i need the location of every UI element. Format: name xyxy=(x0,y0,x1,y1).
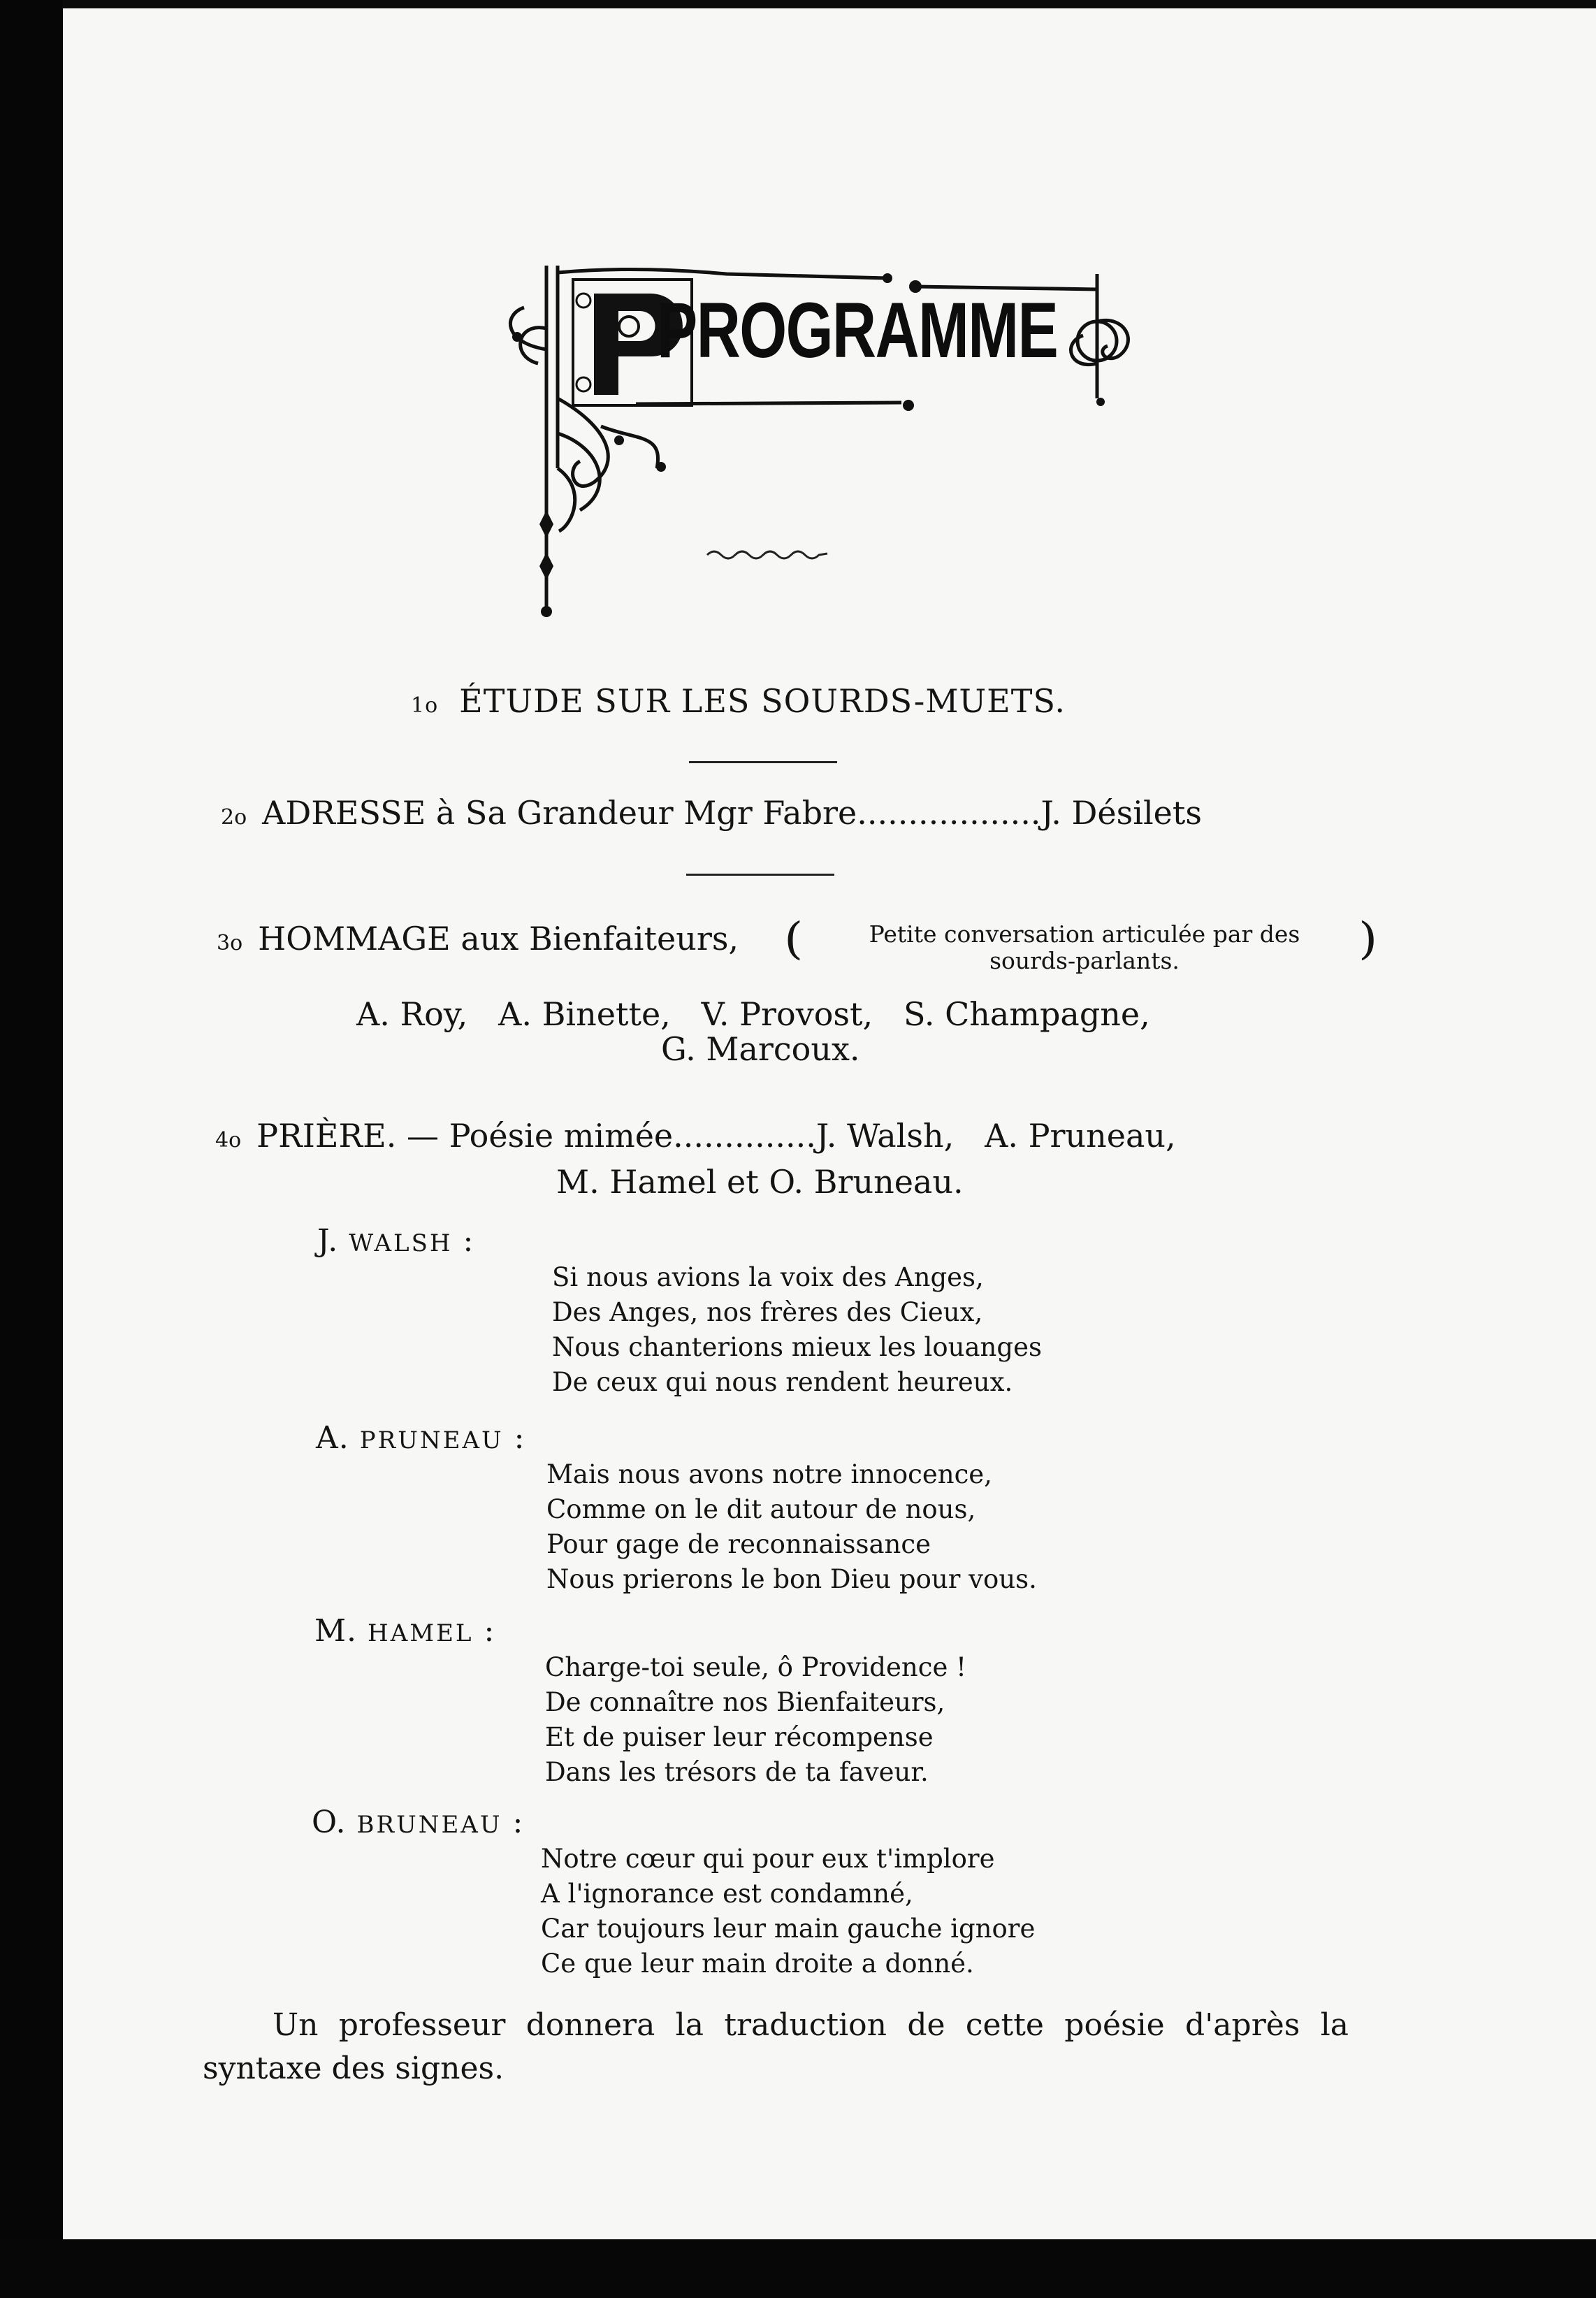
poem-line: Charge-toi seule, ô Providence ! xyxy=(545,1652,966,1682)
poem-line: Mais nous avons notre innocence, xyxy=(546,1459,992,1489)
poem-line: Nous prierons le bon Dieu pour vous. xyxy=(546,1564,1037,1594)
poem-line: Et de puiser leur récompense xyxy=(545,1722,934,1752)
scan-border-bottom xyxy=(0,2239,1596,2298)
item-text: ADRESSE à Sa Grandeur Mgr Fabre xyxy=(262,794,857,832)
divider-rule xyxy=(689,761,837,763)
item-text: HOMMAGE aux Bienfaiteurs, xyxy=(258,920,739,957)
poem-line: Nous chanterions mieux les louanges xyxy=(552,1332,1042,1362)
scan-border-top xyxy=(0,0,1596,8)
poem-line: Des Anges, nos frères des Cieux, xyxy=(552,1297,983,1327)
paren-left: ( xyxy=(784,913,804,964)
performers-line: J. Walsh, A. Pruneau, xyxy=(815,1117,1176,1155)
poem-line: Si nous avions la voix des Anges, xyxy=(552,1262,984,1292)
programme-item-3 xyxy=(217,920,739,957)
poem-line: De ceux qui nous rendent heureux. xyxy=(552,1367,1013,1397)
dot-leader: .............. xyxy=(673,1117,816,1155)
paren-right: ) xyxy=(1358,913,1378,964)
note-text: Petite conversation articulée par des sourds-parlants. xyxy=(869,920,1300,974)
dot-leader: .................. xyxy=(857,794,1041,832)
item-text: ÉTUDE SUR LES SOURDS-MUETS. xyxy=(459,682,1066,720)
poem-line: Pour gage de reconnaissance xyxy=(546,1529,931,1559)
programme-item-2 xyxy=(221,794,1202,832)
closing-note-line: Un professeur donnera la traduction de cette poésie d'après la xyxy=(273,2007,1349,2043)
item-note xyxy=(784,914,1378,977)
squiggle-divider xyxy=(704,547,830,563)
poem-line: Dans les trésors de ta faveur. xyxy=(545,1757,929,1787)
programme-title xyxy=(496,259,1167,622)
divider-rule xyxy=(686,874,834,876)
title-word: PROGRAMME xyxy=(657,287,1058,374)
item-number: 4o xyxy=(215,1128,242,1152)
poem-line: Car toujours leur main gauche ignore xyxy=(541,1914,1036,1944)
poem-line: A l'ignorance est condamné, xyxy=(541,1879,913,1909)
programme-item-4 xyxy=(215,1117,1176,1155)
performers-line: M. Hamel et O. Bruneau. xyxy=(556,1163,964,1201)
item-number: 2o xyxy=(221,805,247,830)
poem-line: De connaître nos Bienfaiteurs, xyxy=(545,1687,945,1717)
closing-note-line: syntaxe des signes. xyxy=(203,2051,505,2086)
poem-speaker: A. PRUNEAU : xyxy=(316,1420,525,1456)
item-number: 1o xyxy=(411,693,439,718)
item-text: PRIÈRE. — Poésie mimée xyxy=(256,1117,674,1155)
poem-line: Comme on le dit autour de nous, xyxy=(546,1494,976,1524)
performers-line: A. Roy, A. Binette, V. Provost, S. Champagne, xyxy=(356,995,1150,1033)
performer-name: J. Désilets xyxy=(1040,794,1202,832)
item-number: 3o xyxy=(217,931,243,955)
poem-line: Notre cœur qui pour eux t'implore xyxy=(541,1844,995,1874)
performers-line: G. Marcoux. xyxy=(661,1030,860,1068)
poem-speaker: O. BRUNEAU : xyxy=(312,1805,524,1840)
poem-speaker: M. HAMEL : xyxy=(314,1613,495,1649)
programme-item-1 xyxy=(411,682,1066,720)
scan-border-left xyxy=(0,0,63,2298)
poem-line: Ce que leur main droite a donné. xyxy=(541,1949,974,1979)
document-page xyxy=(63,8,1596,2239)
poem-speaker: J. WALSH : xyxy=(317,1223,474,1259)
